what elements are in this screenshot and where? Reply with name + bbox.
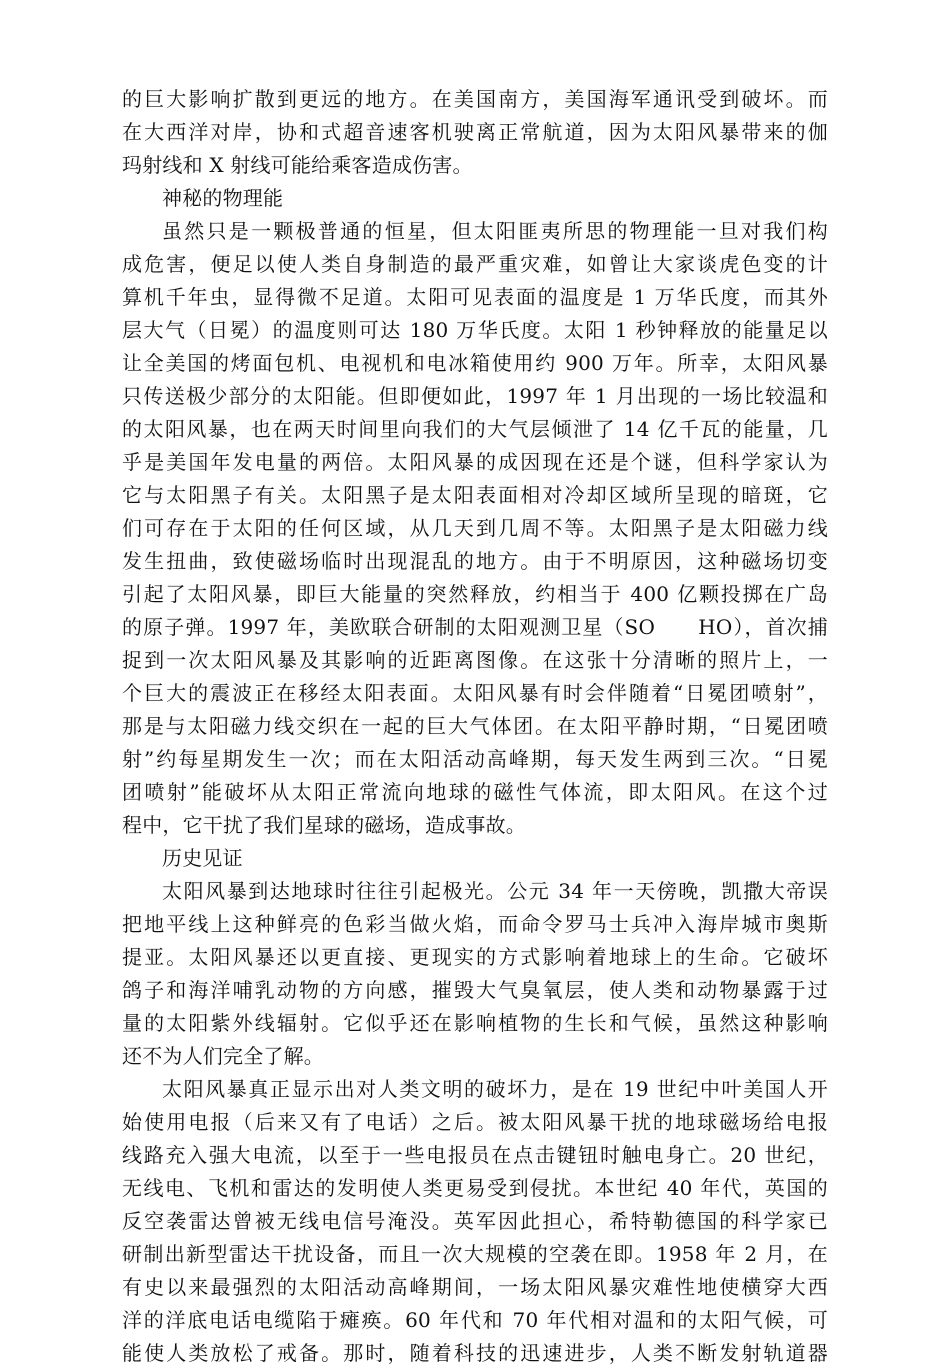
text-line: 太阳风暴到达地球时往往引起极光。公元 34 年一天傍晚，凯撒大帝误 — [162, 879, 828, 903]
section-heading: 神秘的物理能 — [162, 186, 284, 210]
text-line: 鸽子和海洋哺乳动物的方向感，摧毁大气臭氧层，使人类和动物暴露于过 — [122, 978, 828, 1002]
text-line: 层大气（日冕）的温度则可达 180 万华氏度。太阳 1 秒钟释放的能量足以 — [122, 318, 828, 342]
text-line: 太阳风暴真正显示出对人类文明的破坏力，是在 19 世纪中叶美国人开 — [162, 1077, 828, 1101]
text-line: 的太阳风暴，也在两天时间里向我们的大气层倾泄了 14 亿千瓦的能量，几 — [122, 417, 828, 441]
text-line: 提亚。太阳风暴还以更直接、更现实的方式影响着地球上的生命。它破坏 — [122, 945, 828, 969]
text-line: 量的太阳紫外线辐射。它似乎还在影响植物的生长和气候，虽然这种影响 — [122, 1011, 828, 1035]
text-line: 玛射线和 X 射线可能给乘客造成伤害。 — [122, 153, 473, 177]
text-line: 研制出新型雷达干扰设备，而且一次大规模的空袭在即。1958 年 2 月，在 — [122, 1242, 828, 1266]
text-line: 只传送极少部分的太阳能。但即便如此，1997 年 1 月出现的一场比较温和 — [122, 384, 828, 408]
text-line: 有史以来最强烈的太阳活动高峰期间，一场太阳风暴灾难性地使横穿大西 — [122, 1275, 828, 1299]
text-line: 把地平线上这种鲜亮的色彩当做火焰，而命令罗马士兵冲入海岸城市奥斯 — [122, 912, 828, 936]
text-line: 的原子弹。1997 年，美欧联合研制的太阳观测卫星（SO HO），首次捕 — [122, 615, 828, 639]
text-line: 个巨大的震波正在移经太阳表面。太阳风暴有时会伴随着“日冕团喷射”， — [122, 681, 828, 705]
text-line: 的巨大影响扩散到更远的地方。在美国南方，美国海军通讯受到破坏。而 — [122, 87, 828, 111]
text-line: 捉到一次太阳风暴及其影响的近距离图像。在这张十分清晰的照片上，一 — [122, 648, 828, 672]
text-line: 射”约每星期发生一次；而在太阳活动高峰期，每天发生两到三次。“日冕 — [122, 747, 828, 771]
section-heading: 历史见证 — [162, 846, 243, 870]
text-line: 算机千年虫，显得微不足道。太阳可见表面的温度是 1 万华氏度，而其外 — [122, 285, 828, 309]
text-line: 它与太阳黑子有关。太阳黑子是太阳表面相对冷却区域所呈现的暗斑，它 — [122, 483, 828, 507]
text-line: 程中，它干扰了我们星球的磁场，造成事故。 — [122, 813, 526, 837]
text-line: 线路充入强大电流，以至于一些电报员在点击键钮时触电身亡。20 世纪， — [122, 1143, 828, 1167]
text-line: 团喷射”能破坏从太阳正常流向地球的磁性气体流，即太阳风。在这个过 — [122, 780, 828, 804]
text-line: 在大西洋对岸，协和式超音速客机驶离正常航道，因为太阳风暴带来的伽 — [122, 120, 828, 144]
text-line: 能使人类放松了戒备。那时，随着科技的迅速进步，人类不断发射轨道器 — [122, 1341, 828, 1365]
text-line: 让全美国的烤面包机、电视机和电冰箱使用约 900 万年。所幸，太阳风暴 — [122, 351, 828, 375]
text-line: 那是与太阳磁力线交织在一起的巨大气体团。在太阳平静时期，“日冕团喷 — [122, 714, 828, 738]
text-line: 们可存在于太阳的任何区域，从几天到几周不等。太阳黑子是太阳磁力线 — [122, 516, 828, 540]
text-line: 引起了太阳风暴，即巨大能量的突然释放，约相当于 400 亿颗投掷在广岛 — [122, 582, 828, 606]
text-line: 还不为人们完全了解。 — [122, 1044, 324, 1068]
text-line: 反空袭雷达曾被无线电信号淹没。英军因此担心，希特勒德国的科学家已 — [122, 1209, 828, 1233]
text-line: 发生扭曲，致使磁场临时出现混乱的地方。由于不明原因，这种磁场切变 — [122, 549, 828, 573]
document-body — [122, 83, 828, 1370]
text-line: 乎是美国年发电量的两倍。太阳风暴的成因现在还是个谜，但科学家认为 — [122, 450, 828, 474]
text-line: 成危害，便足以使人类自身制造的最严重灾难，如曾让大家谈虎色变的计 — [122, 252, 828, 276]
text-line: 洋的洋底电话电缆陷于瘫痪。60 年代和 70 年代相对温和的太阳气候，可 — [122, 1308, 828, 1332]
text-line: 虽然只是一颗极普通的恒星，但太阳匪夷所思的物理能一旦对我们构 — [162, 219, 828, 243]
text-line: 无线电、飞机和雷达的发明使人类更易受到侵扰。本世纪 40 年代，英国的 — [122, 1176, 828, 1200]
text-line: 始使用电报（后来又有了电话）之后。被太阳风暴干扰的地球磁场给电报 — [122, 1110, 828, 1134]
